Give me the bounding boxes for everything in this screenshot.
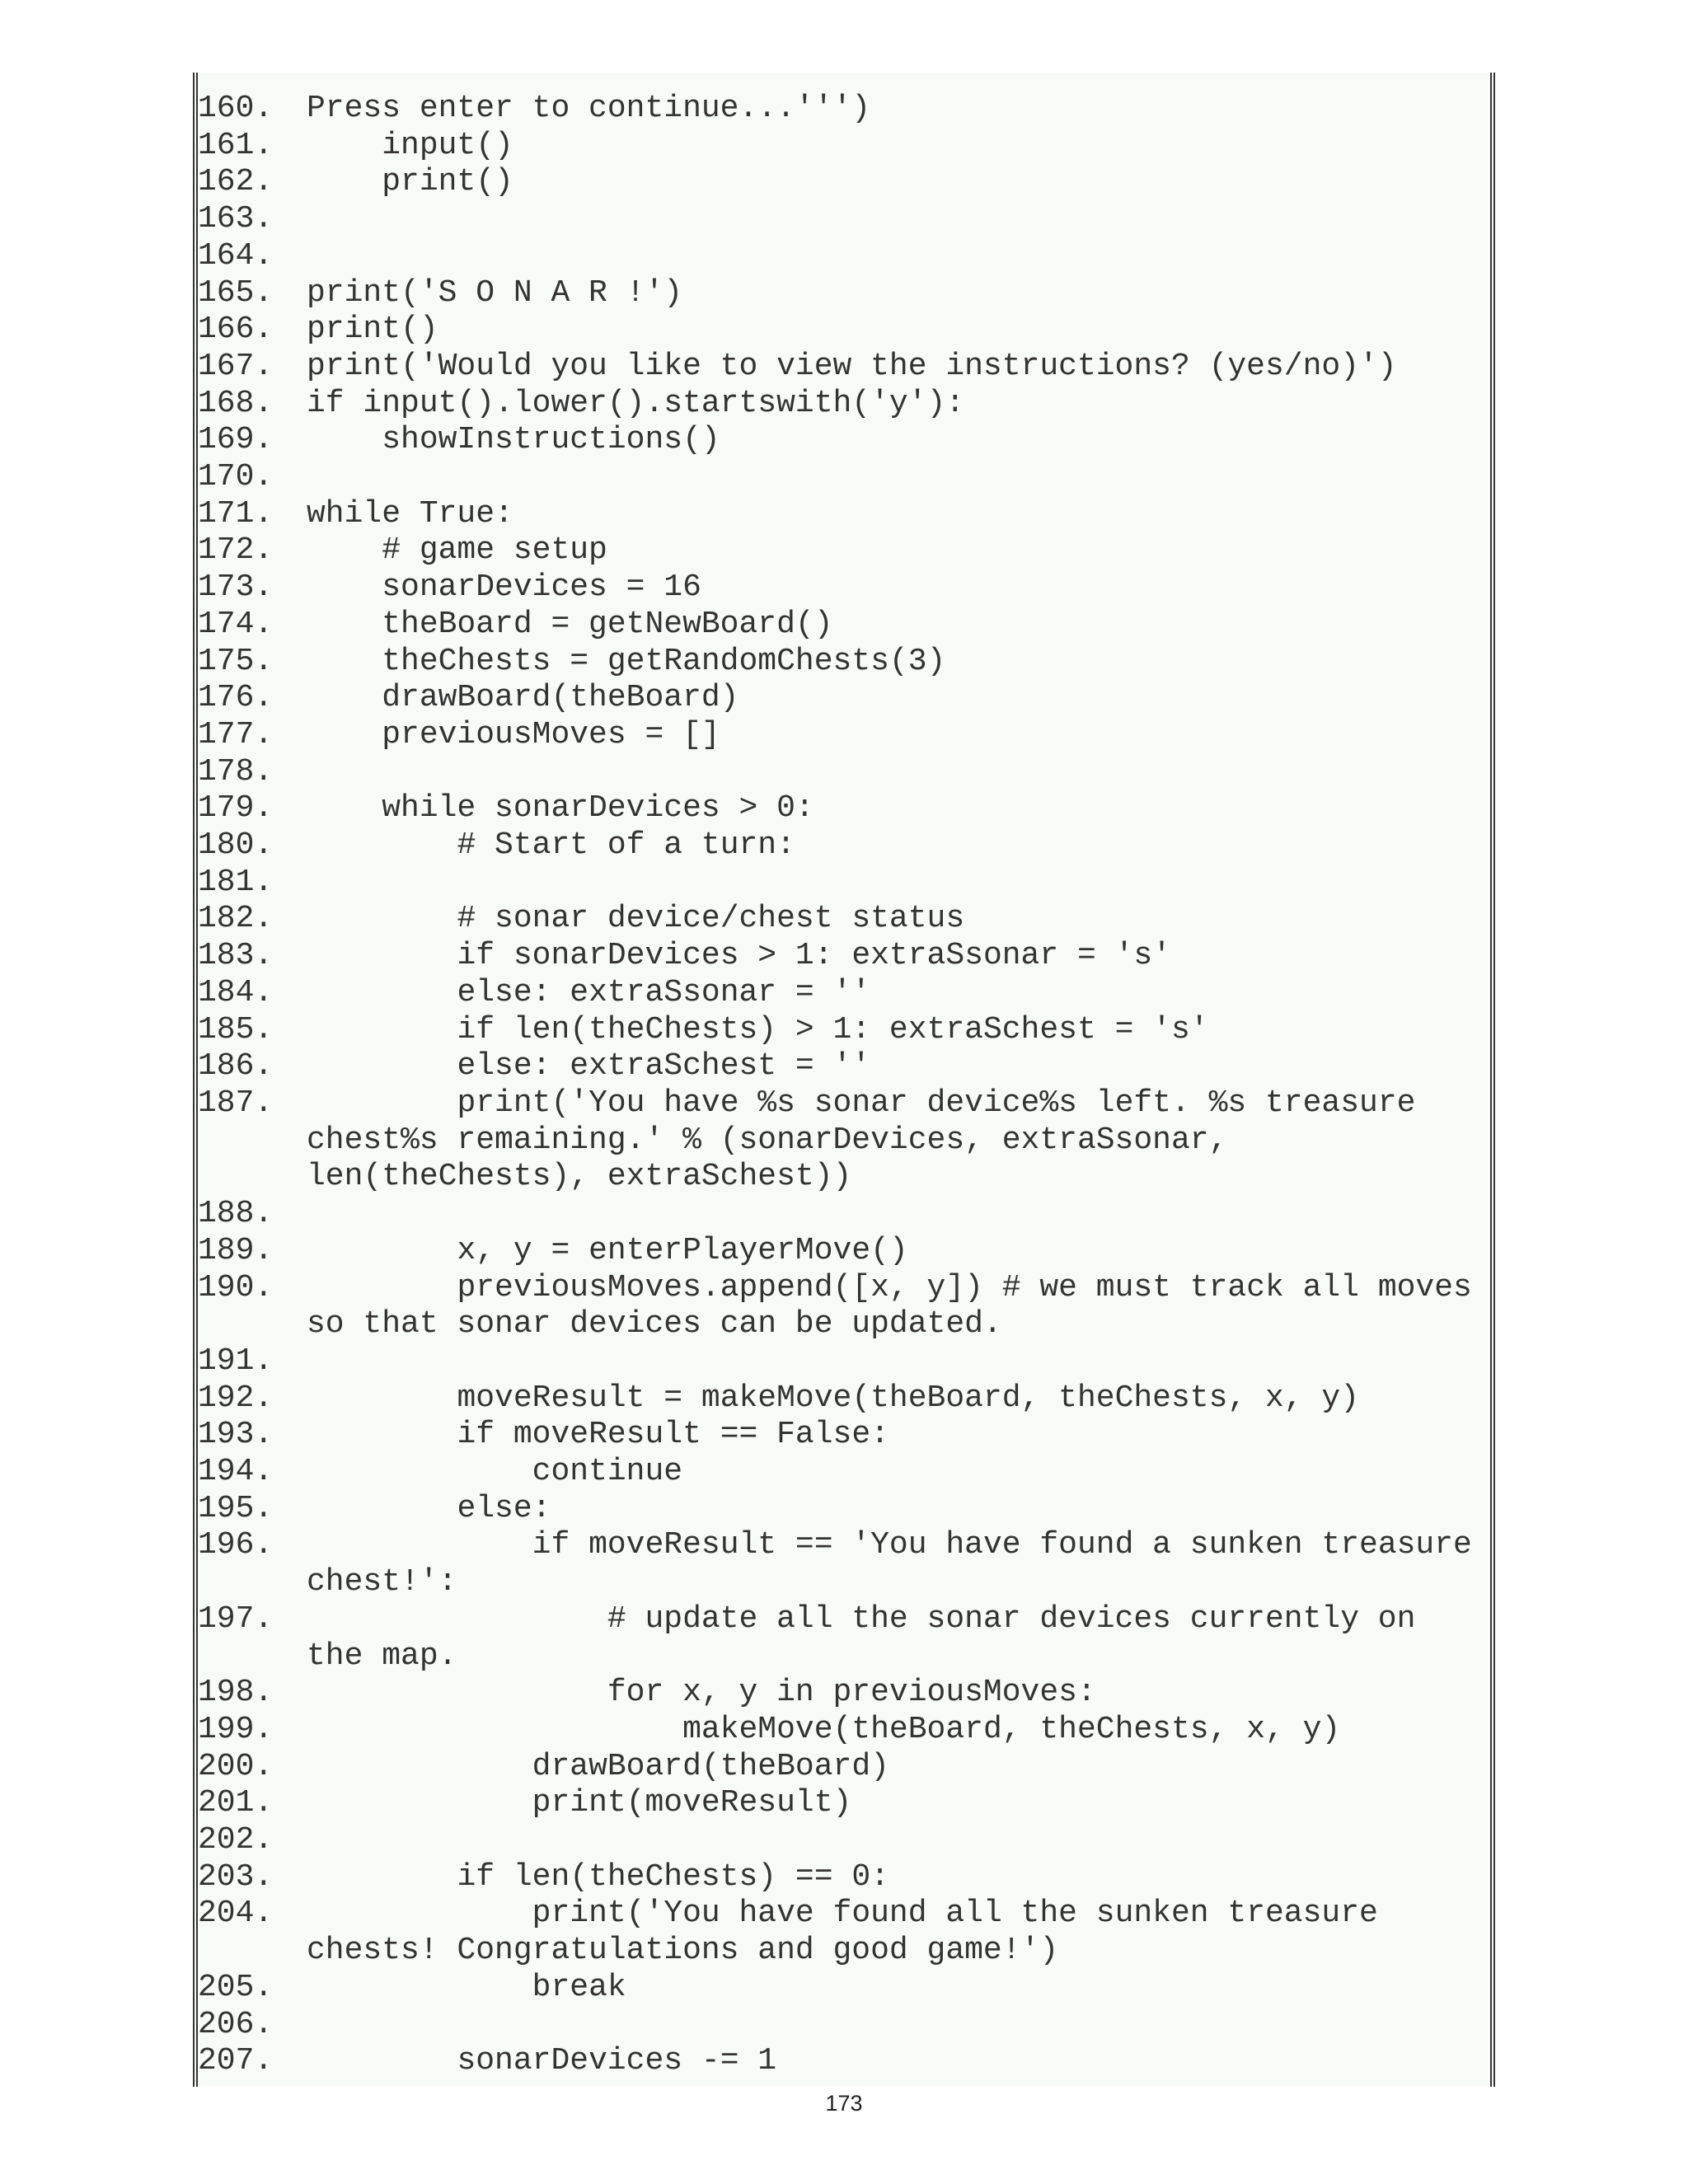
line-number: 169. xyxy=(198,422,274,458)
line-code xyxy=(307,865,1487,902)
code-line xyxy=(198,275,1490,312)
code-line xyxy=(198,1417,1490,1454)
code-line xyxy=(198,349,1490,386)
line-code: print() xyxy=(307,164,513,200)
line-code: if input().lower().startswith('y'): xyxy=(307,385,965,421)
code-line xyxy=(198,386,1490,423)
line-code: drawBoard(theBoard) xyxy=(307,680,739,716)
line-code: # game setup xyxy=(307,532,607,569)
line-number: 180. xyxy=(198,827,274,864)
line-code xyxy=(307,459,1487,496)
line-code: theChests = getRandomChests(3) xyxy=(307,643,946,679)
line-number: 199. xyxy=(198,1711,274,1747)
code-line xyxy=(198,459,1490,496)
code-line xyxy=(198,1048,1490,1085)
line-code: print('S O N A R !') xyxy=(307,274,683,311)
code-line xyxy=(198,532,1490,569)
line-code: while sonarDevices > 0: xyxy=(307,790,814,827)
line-code xyxy=(307,201,1487,238)
line-number: 185. xyxy=(198,1011,274,1047)
line-number: 191. xyxy=(198,1343,274,1379)
code-line xyxy=(198,128,1490,165)
line-code: x, y = enterPlayerMove() xyxy=(307,1232,908,1268)
line-number: 204. xyxy=(198,1896,274,1932)
line-number: 200. xyxy=(198,1748,274,1784)
line-number: 184. xyxy=(198,974,274,1010)
code-line xyxy=(198,1343,1490,1380)
code-line xyxy=(198,2043,1490,2080)
code-line xyxy=(198,201,1490,238)
line-code: previousMoves.append([x, y]) # we must track all moves so that sonar devices can be updated. xyxy=(307,1269,1491,1343)
line-code: if len(theChests) == 0: xyxy=(307,1858,889,1895)
line-code: print('You have %s sonar device%s left. %s treasure chest%s remaining.' % (sonarDevices, extraSsonar, len(theChests), extraSchest)) xyxy=(307,1085,1435,1195)
line-number: 195. xyxy=(198,1490,274,1526)
line-number: 187. xyxy=(198,1085,274,1121)
line-number: 196. xyxy=(198,1527,274,1563)
line-number: 207. xyxy=(198,2043,274,2079)
line-number: 202. xyxy=(198,1822,274,1858)
page-number: 173 xyxy=(825,2091,863,2116)
line-code xyxy=(307,238,1487,275)
code-line xyxy=(198,1454,1490,1491)
code-line xyxy=(198,1270,1490,1343)
code-line xyxy=(198,717,1490,754)
line-number: 177. xyxy=(198,716,274,752)
code-line xyxy=(198,164,1490,201)
line-code: print(moveResult) xyxy=(307,1785,852,1821)
code-line xyxy=(198,496,1490,533)
line-code: showInstructions() xyxy=(307,422,720,458)
line-number: 175. xyxy=(198,643,274,679)
line-code xyxy=(307,2007,1487,2044)
line-code: input() xyxy=(307,127,513,163)
line-code: print('You have found all the sunken treasure chests! Congratulations and good game!') xyxy=(307,1896,1397,1969)
line-number: 174. xyxy=(198,606,274,642)
code-line xyxy=(198,827,1490,865)
code-line xyxy=(198,754,1490,791)
line-code: sonarDevices = 16 xyxy=(307,569,701,606)
line-code xyxy=(307,1196,1487,1233)
line-number: 205. xyxy=(198,1969,274,2005)
line-code: theBoard = getNewBoard() xyxy=(307,606,833,642)
line-code: # Start of a turn: xyxy=(307,827,795,864)
line-number: 163. xyxy=(198,201,274,237)
line-number: 160. xyxy=(198,91,274,126)
line-number: 192. xyxy=(198,1380,274,1416)
code-line xyxy=(198,1196,1490,1233)
line-code: if moveResult == 'You have found a sunken treasure chest!': xyxy=(307,1527,1491,1601)
line-code xyxy=(307,754,1487,791)
line-code: break xyxy=(307,1969,626,2005)
line-code xyxy=(307,1822,1487,1859)
line-number: 193. xyxy=(198,1417,274,1453)
code-line xyxy=(198,91,1490,128)
line-code: for x, y in previousMoves: xyxy=(307,1675,1096,1711)
code-line xyxy=(198,975,1490,1012)
code-listing-frame xyxy=(193,73,1495,2087)
line-number: 161. xyxy=(198,127,274,163)
line-number: 201. xyxy=(198,1785,274,1821)
code-line xyxy=(198,1859,1490,1896)
line-number: 168. xyxy=(198,385,274,421)
line-code: makeMove(theBoard, theChests, x, y) xyxy=(307,1711,1341,1747)
line-code: drawBoard(theBoard) xyxy=(307,1748,889,1784)
line-code: Press enter to continue...''') xyxy=(307,91,871,126)
line-number: 194. xyxy=(198,1454,274,1490)
line-code: else: xyxy=(307,1490,551,1526)
line-code: print() xyxy=(307,312,438,348)
line-code: if len(theChests) > 1: extraSchest = 's' xyxy=(307,1011,1209,1047)
line-number: 179. xyxy=(198,790,274,827)
line-number: 170. xyxy=(198,459,274,495)
code-line xyxy=(198,680,1490,717)
line-number: 189. xyxy=(198,1232,274,1268)
line-code: sonarDevices -= 1 xyxy=(307,2043,777,2079)
line-number: 190. xyxy=(198,1269,274,1305)
code-line xyxy=(198,1785,1490,1822)
code-line xyxy=(198,1970,1490,2007)
code-line xyxy=(198,1822,1490,1859)
code-line xyxy=(198,569,1490,607)
code-line xyxy=(198,1491,1490,1528)
line-code: else: extraSsonar = '' xyxy=(307,974,871,1010)
line-number: 172. xyxy=(198,532,274,569)
line-number: 183. xyxy=(198,938,274,974)
code-line xyxy=(198,1085,1490,1196)
code-line xyxy=(198,1896,1490,1969)
code-line xyxy=(198,422,1490,459)
line-number: 186. xyxy=(198,1048,274,1085)
code-line xyxy=(198,901,1490,938)
line-number: 167. xyxy=(198,348,274,384)
code-line xyxy=(198,790,1490,827)
line-number: 171. xyxy=(198,495,274,532)
line-code: if sonarDevices > 1: extraSsonar = 's' xyxy=(307,938,1171,974)
line-number: 173. xyxy=(198,569,274,606)
line-number: 176. xyxy=(198,680,274,716)
code-listing xyxy=(198,91,1490,2080)
code-line xyxy=(198,1233,1490,1270)
line-code: # sonar device/chest status xyxy=(307,901,965,937)
line-number: 178. xyxy=(198,753,274,790)
code-line xyxy=(198,938,1490,975)
line-number: 162. xyxy=(198,164,274,200)
code-line xyxy=(198,1712,1490,1749)
line-code: # update all the sonar devices currently on the map. xyxy=(307,1601,1435,1674)
line-number: 206. xyxy=(198,2006,274,2042)
code-line xyxy=(198,238,1490,275)
code-line xyxy=(198,644,1490,681)
line-code: print('Would you like to view the instructions? (yes/no)') xyxy=(307,348,1397,384)
line-code: moveResult = makeMove(theBoard, theChests, x, y) xyxy=(307,1380,1360,1416)
code-line xyxy=(198,1527,1490,1601)
code-line xyxy=(198,1012,1490,1049)
code-line xyxy=(198,2007,1490,2044)
line-number: 198. xyxy=(198,1675,274,1711)
line-code xyxy=(307,1343,1487,1380)
line-number: 165. xyxy=(198,274,274,311)
code-line xyxy=(198,865,1490,902)
code-line xyxy=(198,1380,1490,1418)
code-line xyxy=(198,1749,1490,1786)
line-code: if moveResult == False: xyxy=(307,1417,889,1453)
line-number: 203. xyxy=(198,1858,274,1895)
code-line xyxy=(198,607,1490,644)
line-number: 166. xyxy=(198,312,274,348)
line-code: else: extraSchest = '' xyxy=(307,1048,871,1085)
line-number: 197. xyxy=(198,1601,274,1637)
code-line xyxy=(198,1675,1490,1712)
code-line xyxy=(198,1601,1490,1675)
line-code: continue xyxy=(307,1454,683,1490)
code-line xyxy=(198,312,1490,349)
line-number: 188. xyxy=(198,1196,274,1232)
line-code: previousMoves = [] xyxy=(307,716,720,752)
line-number: 182. xyxy=(198,901,274,937)
line-number: 181. xyxy=(198,864,274,900)
line-code: while True: xyxy=(307,495,513,532)
line-number: 164. xyxy=(198,237,274,274)
